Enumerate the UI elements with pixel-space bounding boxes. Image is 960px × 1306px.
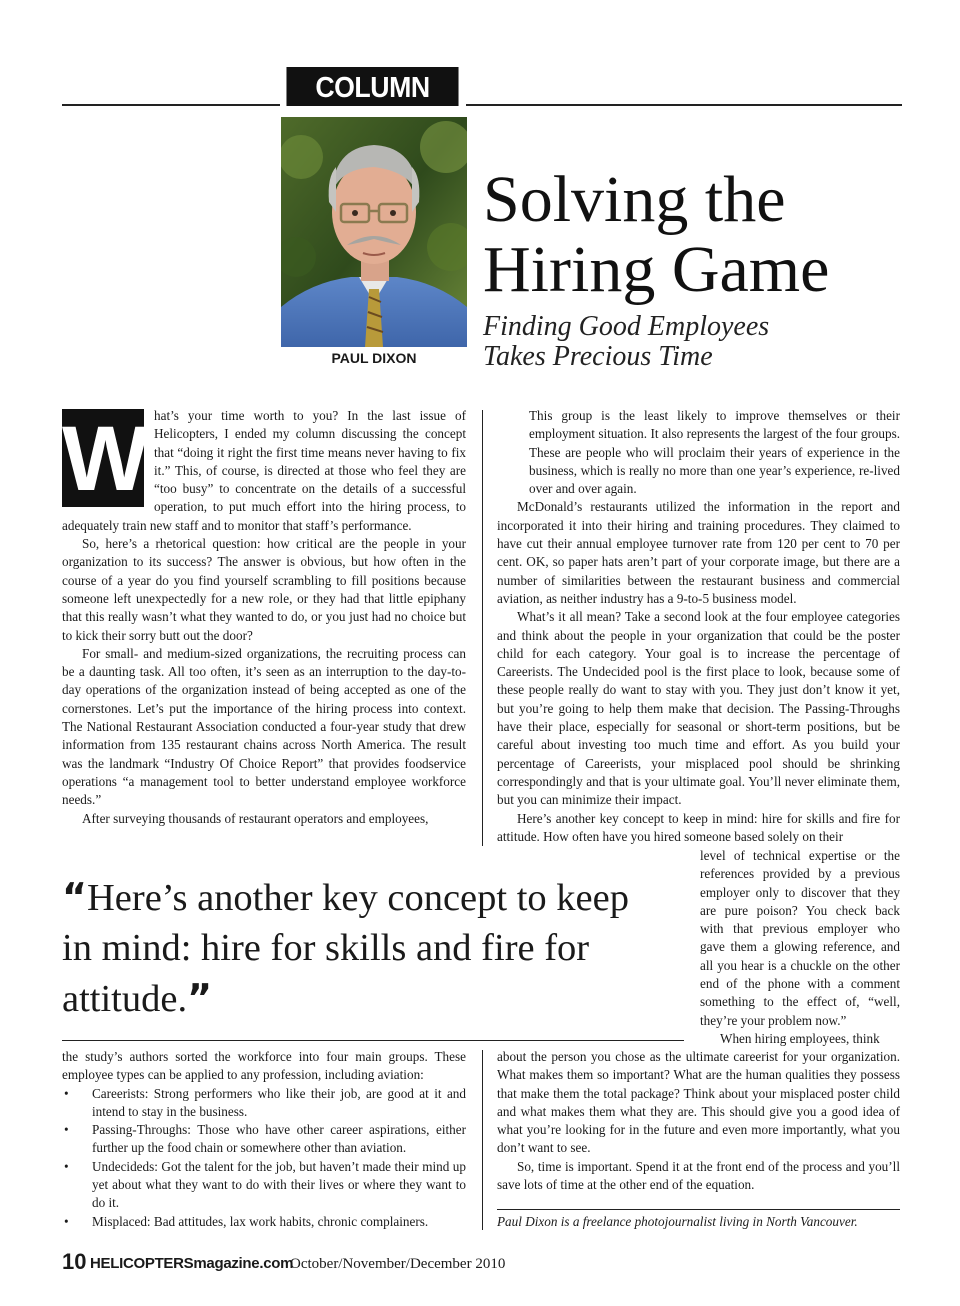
list-item: • Misplaced: Bad attitudes, lax work habits, chronic complainers. bbox=[62, 1213, 466, 1231]
paragraph: about the person you chose as the ultimate careerist for your organization. What makes them so important? What are the human qualities they possess that make them the total package? Think about your misplaced poster child and what makes them what they are. This should give you a good idea of what you’re looking for in the future and even more importantly, what you don’t want to see. bbox=[497, 1049, 900, 1156]
paragraph: Here’s another key concept to keep in mind: hire for skills and fire for attitude. How often have you hired someone based solely on their bbox=[497, 810, 900, 844]
list-item: • Passing-Throughs: Those who have other career aspirations, either further up the food chain or somewhere other than aviation. bbox=[62, 1121, 466, 1158]
paragraph: hat’s your time worth to you? In the last issue of Helicopters, I ended my column discussing the concept that “doing it right the first time means never having to fix it.” This, of course, is directed at those who feel they are “too busy” to concentrate on the details of a successful operation, to put much effort into the hiring process, to adequately train new staff and to monitor that staff’s performance. bbox=[62, 408, 466, 533]
pull-quote bbox=[62, 872, 662, 1024]
right-column-bottom bbox=[497, 1048, 900, 1194]
pull-quote-rule bbox=[62, 1040, 684, 1041]
paragraph: McDonald’s restaurants utilized the information in the report and incorporated it into their hiring and training procedures. They claimed to have cut their annual employee turnover rate from 120 per cent to 70 per cent. OK, so paper hats aren’t part of your corporate image, but there are a number of similarities between the restaurant business and commercial aviation, as neither industry has a 9-to-5 business model. bbox=[497, 499, 900, 606]
paragraph: This group is the least likely to improve themselves or their employment situation. It also represents the largest of the four groups. These are people who will proclaim their years of experience in the business, which is really no more than one year’s experience, re-lived over and over again. bbox=[529, 408, 900, 497]
right-column-top bbox=[497, 407, 900, 846]
subtitle-line-1: Finding Good Employees bbox=[483, 311, 770, 342]
paragraph: After surveying thousands of restaurant operators and employees, bbox=[82, 810, 429, 826]
footer-issue-date: October/November/December 2010 bbox=[290, 1256, 506, 1272]
pull-quote-text: Here’s another key concept to keep in mind: hire for skills and fire for attitude. bbox=[62, 877, 629, 1020]
article-title bbox=[483, 165, 829, 305]
column-divider-top bbox=[482, 410, 483, 846]
subtitle-line-2: Takes Precious Time bbox=[483, 341, 713, 372]
footer-site: HELICOPTERSmagazine.com bbox=[90, 1255, 294, 1272]
paragraph: So, here’s a rhetorical question: how critical are the people in your organization to its success? The answer is obvious, but how often in the course of a year do you find yourself scrambling to fill positions because someone left unexpectedly for a new role, or they had that little epiphany that this really wasn’t what they wanted to do, or you just had no choice but to kick their sorry butt out the door? bbox=[62, 536, 466, 643]
header-rule-left bbox=[62, 104, 280, 106]
bio-rule bbox=[497, 1209, 900, 1210]
title-line-2: Hiring Game bbox=[483, 233, 830, 306]
paragraph: For small- and medium-sized organizations, the recruiting process can be a daunting task. All too often, it’s seen as an interruption to the day-to-day operations of the organization instead of being accepted as one of the cornerstones. Let’s put the importance of the hiring process into context. The National Restaurant Association conducted a four-year study that drew information from 135 restaurant chains across North America. The result was the landmark “Industry Of Choice Report” that provides foodservice operations “a management tool to better understand employee workforce needs.” bbox=[62, 645, 466, 808]
list-item: • Careerists: Strong performers who like their job, are good at it and intend to stay in the business. bbox=[62, 1085, 466, 1122]
employee-types-list bbox=[62, 1085, 466, 1231]
close-quote-mark: ” bbox=[187, 976, 213, 1020]
left-column-top bbox=[62, 407, 466, 828]
author-bio: Paul Dixon is a freelance photojournalist living in North Vancouver. bbox=[497, 1214, 858, 1229]
author-name: PAUL DIXON bbox=[331, 350, 417, 366]
article-subtitle bbox=[483, 312, 769, 372]
drop-cap: W bbox=[62, 408, 149, 510]
open-quote-mark: “ bbox=[62, 875, 87, 919]
careerist-description-block bbox=[529, 407, 900, 498]
list-item: • Undecideds: Got the talent for the job, but haven’t made their mind up yet about what they want to do with their lives or where they want to do it. bbox=[62, 1158, 466, 1213]
right-column-narrow bbox=[700, 847, 900, 1048]
paragraph: So, time is important. Spend it at the front end of the process and you’ll save lots of time at the other end of the equation. bbox=[497, 1158, 900, 1193]
paragraph: What’s it all mean? Take a second look at the four employee categories and think about the people in your organization that could be the poster child for each category. Your goal is to increase the percentage of Careerists. The Undecided pool is the first place to look, because some of these people really do want to stay with you. They just don’t know it yet, but you’re going to help them make that decision. The Passing-Throughs have their place, especially for seasonal or short-term positions, but be careful about investing too much time and effort. As you build your percentage of Careerists, your misplaced pool should be shrinking correspondingly and that is your ultimate goal. You’ll never eliminate them, but you can minimize their impact. bbox=[497, 609, 900, 808]
author-photo bbox=[281, 117, 467, 347]
title-line-1: Solving the bbox=[483, 163, 786, 236]
paragraph: When hiring employees, think bbox=[720, 1030, 880, 1046]
page-number: 10 bbox=[62, 1249, 87, 1274]
header-rule-right bbox=[466, 104, 902, 106]
section-label: COLUMN bbox=[286, 67, 458, 106]
column-divider-bottom bbox=[482, 1050, 483, 1230]
paragraph: the study’s authors sorted the workforce into four main groups. These employee types can be applied to any profession, including aviation: bbox=[62, 1049, 466, 1083]
paragraph: level of technical expertise or the references provided by a previous employer only to discover that they are pure poison? You check back with that previous employer who gave them a glowing reference, and all you hear is a chuckle on the other end of the phone with a comment something to the effect of, “well, they’re your problem now.” bbox=[700, 848, 900, 1028]
left-column-bottom bbox=[62, 1048, 466, 1231]
